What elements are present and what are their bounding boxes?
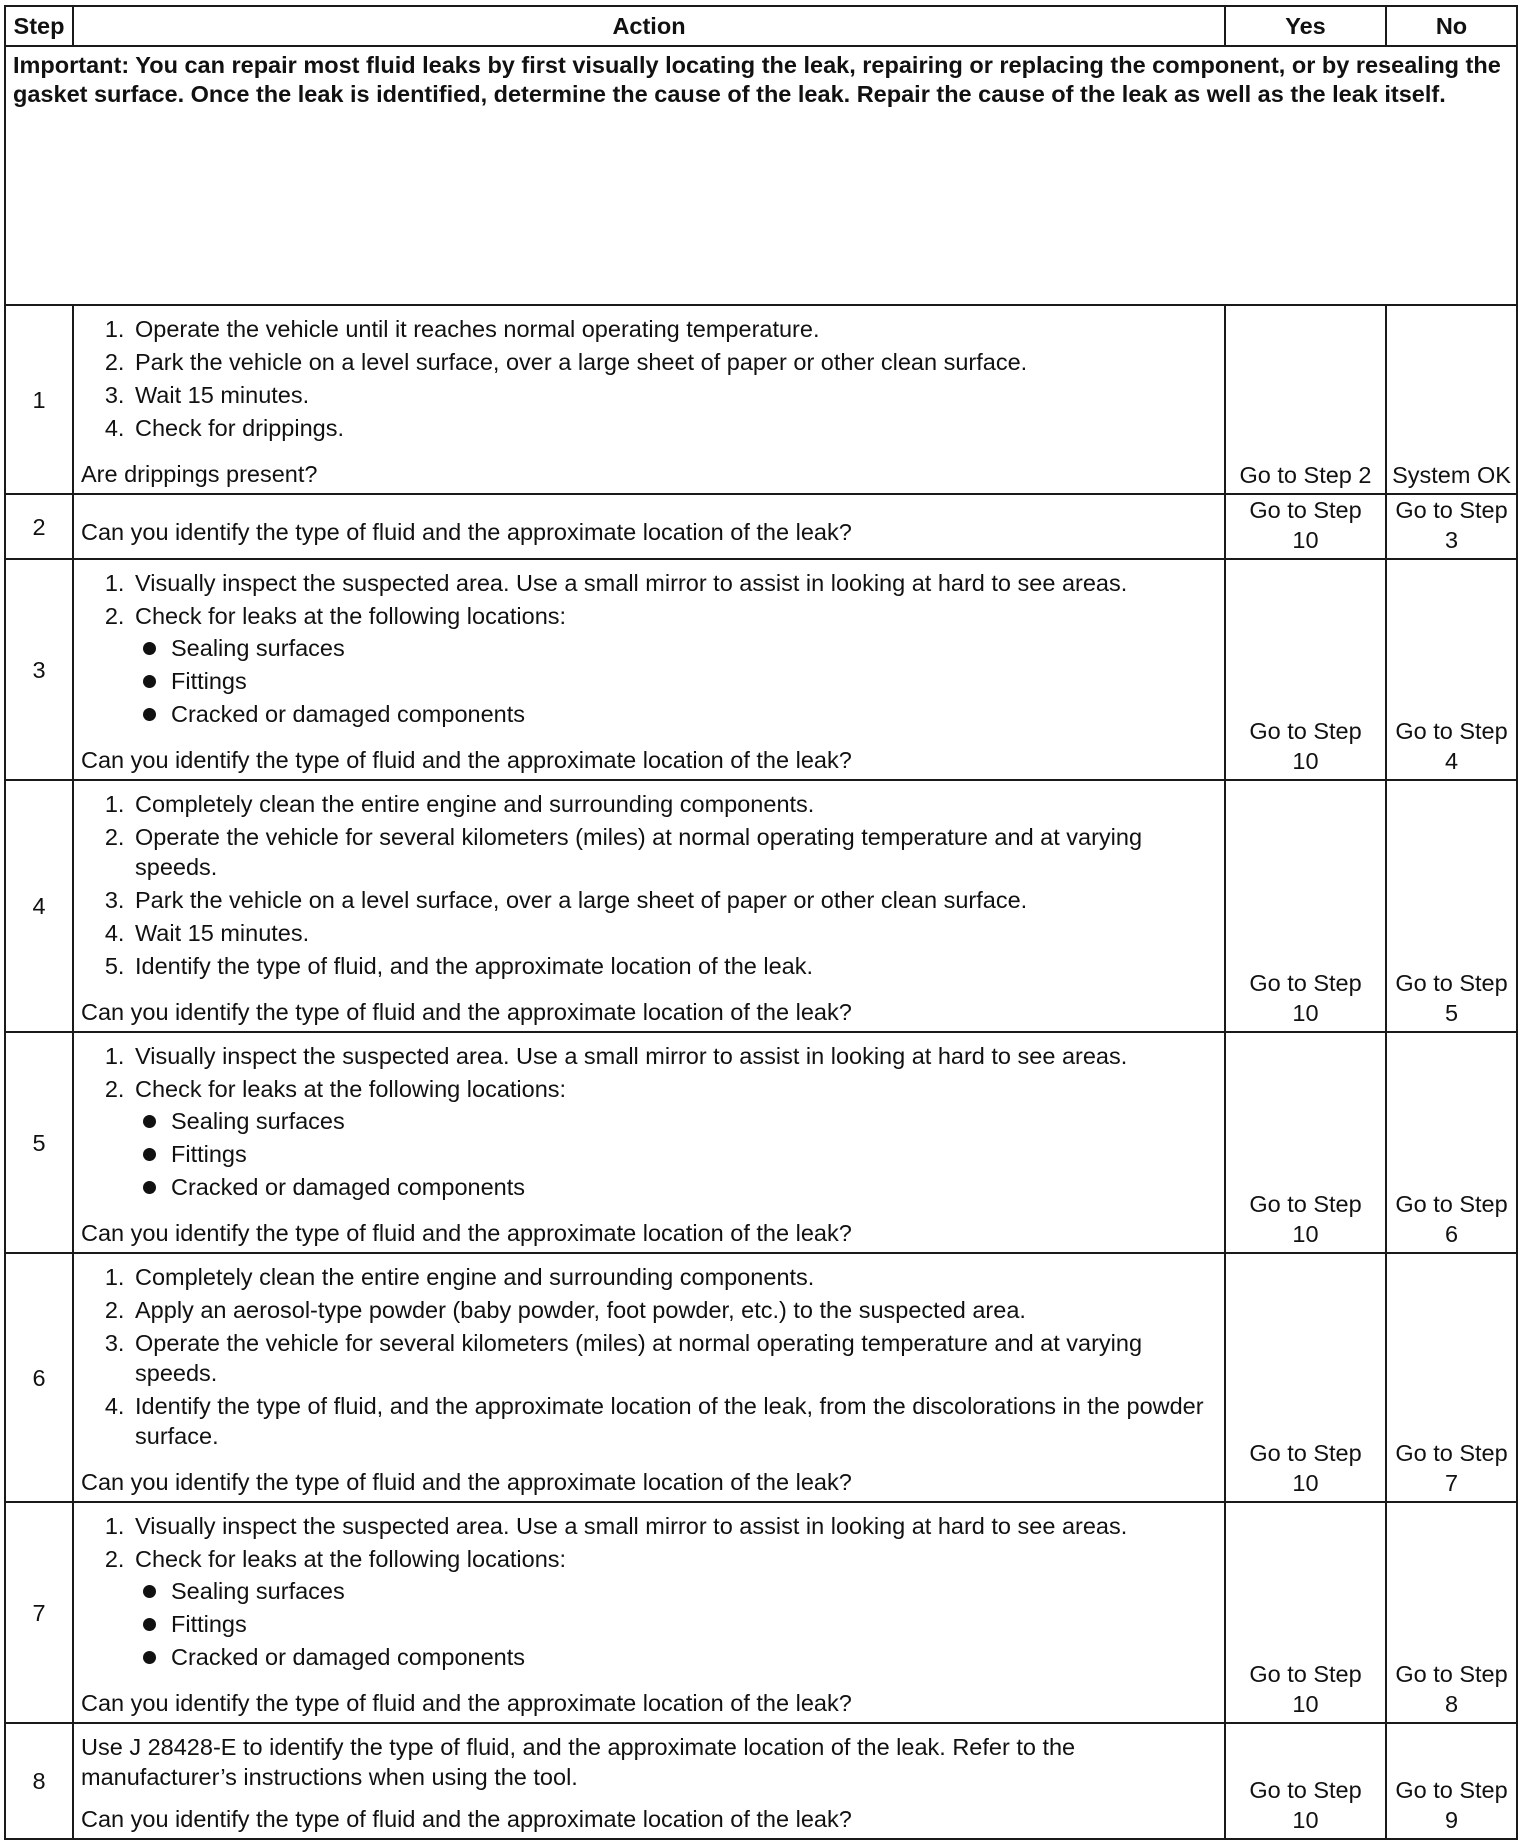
action-list-item bbox=[131, 951, 1218, 981]
no-result bbox=[1386, 1723, 1517, 1839]
action-list-item bbox=[131, 1074, 1218, 1202]
no-result-text: Go to Step 8 bbox=[1395, 1661, 1508, 1717]
no-result bbox=[1386, 780, 1517, 1032]
action-list-item bbox=[131, 918, 1218, 948]
action-item-text: Check for leaks at the following locations: bbox=[135, 603, 567, 629]
action-item-text: Operate the vehicle for several kilometers (miles) at normal operating temperature and at varying speeds. bbox=[135, 1330, 1143, 1386]
action-list-item bbox=[131, 1328, 1218, 1388]
location-text: Cracked or damaged components bbox=[171, 1644, 526, 1670]
table-row bbox=[5, 1253, 1517, 1502]
step-number: 2 bbox=[5, 494, 73, 559]
location-text: Sealing surfaces bbox=[171, 635, 345, 661]
bullet-icon bbox=[143, 1148, 156, 1161]
action-list-item bbox=[131, 1041, 1218, 1071]
action-list bbox=[81, 789, 1218, 981]
yes-result-text: Go to Step 10 bbox=[1249, 1661, 1362, 1717]
action-item-text: Visually inspect the suspected area. Use a small mirror to assist in looking at hard to see areas. bbox=[135, 1513, 1128, 1539]
action-cell bbox=[73, 305, 1225, 494]
no-result-text: Go to Step 3 bbox=[1395, 497, 1508, 553]
action-list-item bbox=[131, 1262, 1218, 1292]
question-text: Can you identify the type of fluid and the approximate location of the leak? bbox=[81, 1220, 852, 1246]
action-list-item bbox=[131, 380, 1218, 410]
no-result-text: Go to Step 4 bbox=[1395, 718, 1508, 774]
location-item bbox=[171, 1609, 1218, 1639]
bullet-icon bbox=[143, 1618, 156, 1631]
bullet-icon bbox=[143, 1651, 156, 1664]
location-text: Cracked or damaged components bbox=[171, 701, 526, 727]
question-text: Are drippings present? bbox=[81, 461, 318, 487]
location-list bbox=[135, 1106, 1218, 1202]
action-item-text: Wait 15 minutes. bbox=[135, 920, 310, 946]
action-cell bbox=[73, 1032, 1225, 1253]
action-list-item bbox=[131, 568, 1218, 598]
yes-result bbox=[1225, 1032, 1386, 1253]
action-item-text: Check for leaks at the following locations: bbox=[135, 1076, 567, 1102]
step-number: 6 bbox=[5, 1253, 73, 1502]
location-text: Fittings bbox=[171, 1611, 247, 1637]
location-text: Cracked or damaged components bbox=[171, 1174, 526, 1200]
location-text: Sealing surfaces bbox=[171, 1578, 345, 1604]
action-item-text: Identify the type of fluid, and the approximate location of the leak. bbox=[135, 953, 814, 979]
action-item-text: Visually inspect the suspected area. Use a small mirror to assist in looking at hard to see areas. bbox=[135, 570, 1128, 596]
no-result-text: Go to Step 7 bbox=[1395, 1440, 1508, 1496]
action-list bbox=[81, 1041, 1218, 1202]
action-list bbox=[81, 1511, 1218, 1672]
location-item bbox=[171, 1642, 1218, 1672]
yes-result bbox=[1225, 1502, 1386, 1723]
yes-result-text: Go to Step 10 bbox=[1249, 1440, 1362, 1496]
action-item-text: Check for leaks at the following locations: bbox=[135, 1546, 567, 1572]
location-list bbox=[135, 1576, 1218, 1672]
yes-result bbox=[1225, 1253, 1386, 1502]
action-list bbox=[81, 1262, 1218, 1451]
bullet-icon bbox=[143, 1115, 156, 1128]
no-result-text: System OK bbox=[1392, 462, 1511, 488]
location-item bbox=[171, 1576, 1218, 1606]
step-number: 4 bbox=[5, 780, 73, 1032]
table-row bbox=[5, 305, 1517, 494]
location-item bbox=[171, 1172, 1218, 1202]
question-text: Can you identify the type of fluid and the approximate location of the leak? bbox=[81, 747, 852, 773]
location-text: Fittings bbox=[171, 668, 247, 694]
action-item-text: Park the vehicle on a level surface, over a large sheet of paper or other clean surface. bbox=[135, 349, 1028, 375]
location-text: Sealing surfaces bbox=[171, 1108, 345, 1134]
yes-result bbox=[1225, 494, 1386, 559]
location-text: Fittings bbox=[171, 1141, 247, 1167]
no-result-text: Go to Step 6 bbox=[1395, 1191, 1508, 1247]
header-row bbox=[5, 6, 1517, 46]
step-number: 8 bbox=[5, 1723, 73, 1839]
step-number: 3 bbox=[5, 559, 73, 780]
action-list-item bbox=[131, 347, 1218, 377]
yes-result bbox=[1225, 780, 1386, 1032]
action-item-text: Identify the type of fluid, and the approximate location of the leak, from the discolorations in the powder surface. bbox=[135, 1393, 1204, 1449]
diagnostic-table bbox=[4, 5, 1518, 1840]
no-result-text: Go to Step 5 bbox=[1395, 970, 1508, 1026]
table-row bbox=[5, 1502, 1517, 1723]
no-result bbox=[1386, 559, 1517, 780]
bullet-icon bbox=[143, 675, 156, 688]
action-item-text: Completely clean the entire engine and surrounding components. bbox=[135, 791, 815, 817]
action-list-item bbox=[131, 601, 1218, 729]
question-text: Can you identify the type of fluid and the approximate location of the leak? bbox=[81, 1469, 852, 1495]
header-action: Action bbox=[73, 6, 1225, 46]
action-text: Use J 28428-E to identify the type of fluid, and the approximate location of the leak. Refer to the manufacturer’s instructions when using the tool. bbox=[81, 1734, 1076, 1790]
table-row bbox=[5, 1723, 1517, 1839]
action-item-text: Wait 15 minutes. bbox=[135, 382, 310, 408]
action-list-item bbox=[131, 1511, 1218, 1541]
action-list-item bbox=[131, 314, 1218, 344]
action-list-item bbox=[131, 413, 1218, 443]
location-item bbox=[171, 1139, 1218, 1169]
yes-result-text: Go to Step 2 bbox=[1239, 462, 1372, 488]
yes-result bbox=[1225, 305, 1386, 494]
table-row bbox=[5, 559, 1517, 780]
action-cell bbox=[73, 780, 1225, 1032]
yes-result-text: Go to Step 10 bbox=[1249, 970, 1362, 1026]
yes-result-text: Go to Step 10 bbox=[1249, 1191, 1362, 1247]
header-yes: Yes bbox=[1225, 6, 1386, 46]
location-list bbox=[135, 633, 1218, 729]
action-item-text: Apply an aerosol-type powder (baby powder, foot powder, etc.) to the suspected area. bbox=[135, 1297, 1026, 1323]
bullet-icon bbox=[143, 1585, 156, 1598]
table-row bbox=[5, 494, 1517, 559]
location-item bbox=[171, 666, 1218, 696]
action-list-item bbox=[131, 789, 1218, 819]
location-item bbox=[171, 699, 1218, 729]
question-text: Can you identify the type of fluid and the approximate location of the leak? bbox=[81, 1806, 852, 1832]
header-no: No bbox=[1386, 6, 1517, 46]
bullet-icon bbox=[143, 642, 156, 655]
action-cell bbox=[73, 494, 1225, 559]
bullet-icon bbox=[143, 708, 156, 721]
action-cell bbox=[73, 1253, 1225, 1502]
action-list bbox=[81, 314, 1218, 443]
action-item-text: Check for drippings. bbox=[135, 415, 344, 441]
header-step: Step bbox=[5, 6, 73, 46]
action-item-text: Visually inspect the suspected area. Use a small mirror to assist in looking at hard to see areas. bbox=[135, 1043, 1128, 1069]
bullet-icon bbox=[143, 1181, 156, 1194]
action-item-text: Operate the vehicle for several kilometers (miles) at normal operating temperature and at varying speeds. bbox=[135, 824, 1143, 880]
action-item-text: Park the vehicle on a level surface, over a large sheet of paper or other clean surface. bbox=[135, 887, 1028, 913]
important-note: Important: You can repair most fluid leaks by first visually locating the leak, repairing or replacing the component, or by resealing the gasket surface. Once the leak is identified, determine the cause of the leak. Repair the cause of the leak as well as the leak itself. bbox=[5, 46, 1517, 305]
action-cell bbox=[73, 1502, 1225, 1723]
location-item bbox=[171, 633, 1218, 663]
no-result bbox=[1386, 1502, 1517, 1723]
question-text: Can you identify the type of fluid and the approximate location of the leak? bbox=[81, 1690, 852, 1716]
question-text: Can you identify the type of fluid and the approximate location of the leak? bbox=[81, 999, 852, 1025]
action-cell bbox=[73, 559, 1225, 780]
yes-result bbox=[1225, 559, 1386, 780]
action-list-item bbox=[131, 822, 1218, 882]
yes-result-text: Go to Step 10 bbox=[1249, 718, 1362, 774]
action-cell bbox=[73, 1723, 1225, 1839]
action-list-item bbox=[131, 1295, 1218, 1325]
action-list-item bbox=[131, 1391, 1218, 1451]
step-number: 5 bbox=[5, 1032, 73, 1253]
location-item bbox=[171, 1106, 1218, 1136]
no-result bbox=[1386, 494, 1517, 559]
action-list-item bbox=[131, 1544, 1218, 1672]
no-result-text: Go to Step 9 bbox=[1395, 1777, 1508, 1833]
yes-result bbox=[1225, 1723, 1386, 1839]
step-number: 1 bbox=[5, 305, 73, 494]
table-row bbox=[5, 1032, 1517, 1253]
action-list-item bbox=[131, 885, 1218, 915]
important-row bbox=[5, 46, 1517, 305]
action-list bbox=[81, 568, 1218, 729]
no-result bbox=[1386, 1032, 1517, 1253]
yes-result-text: Go to Step 10 bbox=[1249, 497, 1362, 553]
table-row bbox=[5, 780, 1517, 1032]
yes-result-text: Go to Step 10 bbox=[1249, 1777, 1362, 1833]
no-result bbox=[1386, 305, 1517, 494]
action-item-text: Completely clean the entire engine and surrounding components. bbox=[135, 1264, 815, 1290]
action-item-text: Operate the vehicle until it reaches normal operating temperature. bbox=[135, 316, 820, 342]
step-number: 7 bbox=[5, 1502, 73, 1723]
question-text: Can you identify the type of fluid and the approximate location of the leak? bbox=[81, 518, 852, 545]
no-result bbox=[1386, 1253, 1517, 1502]
